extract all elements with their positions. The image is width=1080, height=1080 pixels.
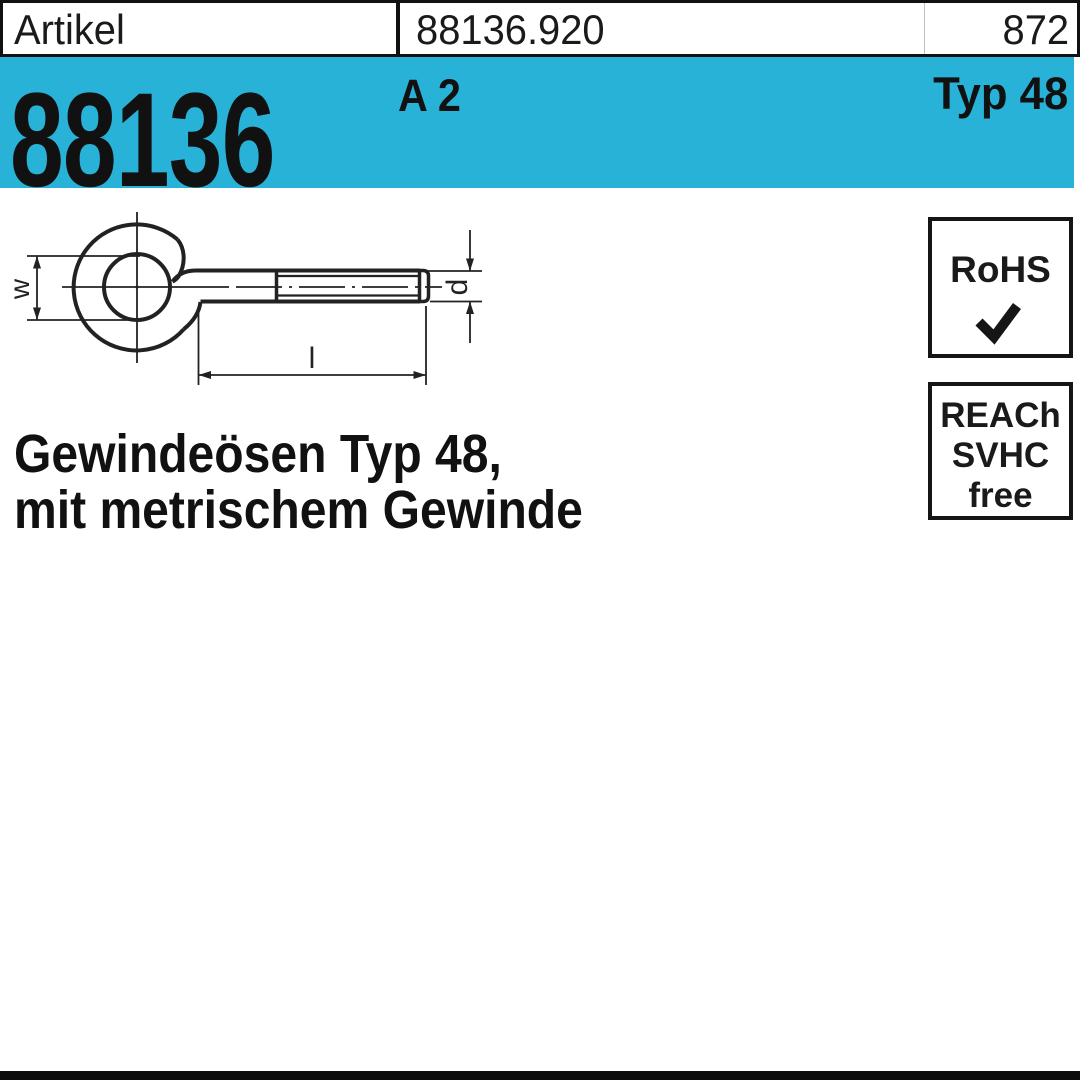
dim-w-label: w — [4, 278, 35, 300]
rohs-badge — [928, 217, 1073, 358]
reach-badge — [928, 382, 1073, 520]
eye-bolt-technical-drawing — [0, 195, 520, 410]
dim-l-label: l — [308, 342, 316, 375]
reach-line2: SVHC — [951, 436, 1050, 475]
type-label: Typ 48 — [932, 68, 1068, 119]
neck-top-transition — [173, 271, 196, 282]
material-label: A 2 — [398, 70, 461, 121]
title-line1: Gewindeösen Typ 48, — [14, 424, 502, 484]
dim-d-arrow-down — [466, 259, 474, 272]
dim-w-arrow-up — [33, 256, 41, 269]
reach-line1: REACh — [940, 396, 1061, 435]
bottom-divider-bar — [0, 1071, 1080, 1080]
article-number-cell — [400, 3, 925, 54]
dim-d-arrow-up — [466, 302, 474, 315]
dim-l-arrow-right — [414, 371, 427, 379]
article-number: 88136.920 — [416, 5, 605, 53]
page-number: 872 — [1002, 5, 1069, 53]
title-line2: mit metrischem Gewinde — [14, 480, 583, 540]
rohs-label: RoHS — [950, 249, 1051, 290]
artikel-cell — [3, 3, 400, 54]
artikel-label: Artikel — [14, 5, 125, 53]
page-number-cell — [925, 3, 1077, 54]
dim-d-label: d — [441, 278, 474, 296]
product-number-large: 88136 — [10, 66, 275, 215]
dim-w-arrow-down — [33, 308, 41, 321]
header-row — [0, 0, 1080, 57]
product-banner — [0, 57, 1074, 215]
reach-line3: free — [968, 476, 1033, 515]
dim-l-arrow-left — [199, 371, 212, 379]
center-mark — [135, 285, 138, 288]
check-icon — [932, 294, 1069, 349]
page-title — [14, 426, 583, 538]
